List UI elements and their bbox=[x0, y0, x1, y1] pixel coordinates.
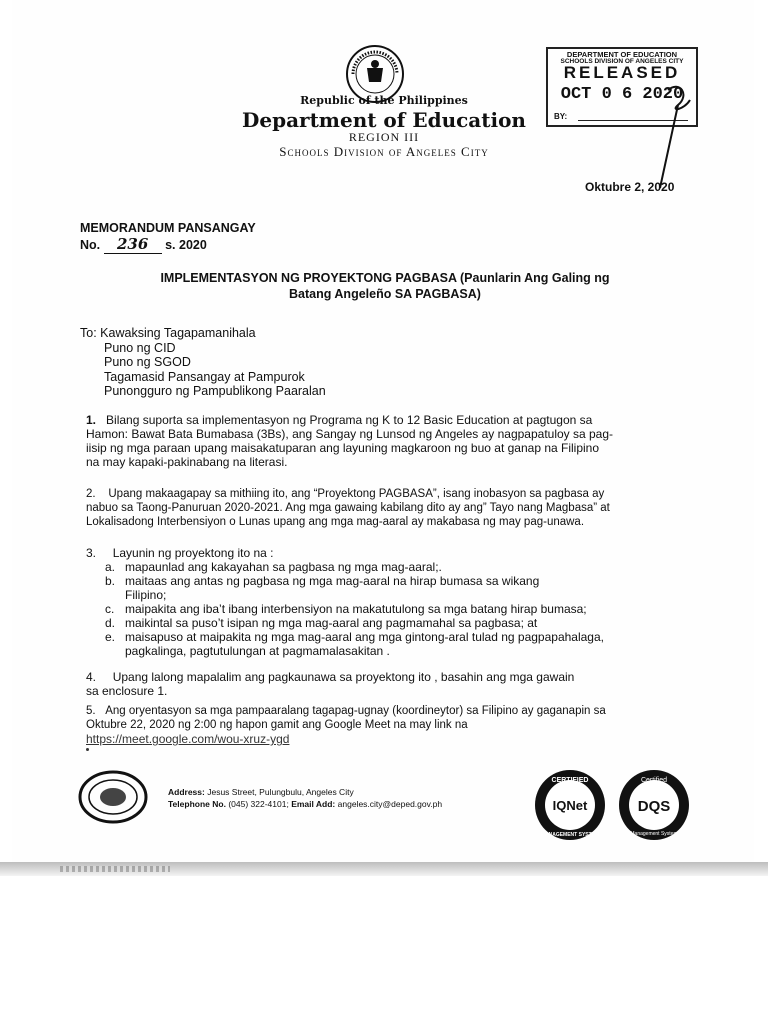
stamp-status: RELEASED bbox=[563, 63, 681, 82]
footer-contact bbox=[168, 786, 442, 810]
header-division: Schools Division of Angeles City bbox=[279, 144, 489, 159]
paragraph-3 bbox=[86, 546, 666, 560]
paragraph-number: 4. bbox=[86, 670, 97, 684]
stray-dot bbox=[86, 748, 89, 751]
meet-link[interactable]: https://meet.google.com/wou-xruz-ygd bbox=[86, 732, 290, 746]
objective-item bbox=[105, 616, 675, 630]
objective-text: maitaas ang antas ng pagbasa ng mga mag-aaral na hirap bumasa sa wikang bbox=[125, 574, 540, 588]
scan-smudge bbox=[60, 866, 170, 872]
subject-line1: IMPLEMENTASYON NG PROYEKTONG PAGBASA (Paunlarin Ang Galing ng bbox=[160, 271, 610, 285]
email-value: angeles.city@deped.gov.ph bbox=[337, 799, 443, 809]
phone-value: (045) 322-4101; bbox=[228, 799, 289, 809]
objective-text: maikintal sa puso’t isipan ng mga mag-aaral ang pagmamahal sa pagbasa; at bbox=[125, 616, 538, 630]
recipient: Kawaksing Tagapamanihala bbox=[100, 326, 256, 340]
paragraph-line: Bilang suporta sa implementasyon ng Programa ng K to 12 Basic Education at pagtugon sa bbox=[106, 413, 593, 427]
handwritten-signature bbox=[620, 70, 700, 190]
objective-letter: b. bbox=[105, 574, 116, 588]
stamp-by-label: BY: bbox=[554, 112, 568, 121]
paragraph-4 bbox=[86, 670, 666, 698]
dqs-certified-logo-icon bbox=[617, 768, 691, 842]
paragraph-number: 2. bbox=[86, 488, 96, 500]
memo-subject bbox=[100, 270, 670, 302]
to-label: To: bbox=[80, 326, 97, 340]
paragraph-line: Upang lalong mapalalim ang pagkaunawa sa proyektong ito , basahin ang mga gawain bbox=[112, 670, 575, 684]
email-label: Email Add: bbox=[291, 799, 336, 809]
memo-no-label: No. bbox=[80, 238, 101, 252]
logo2-top-text: Certified bbox=[640, 777, 668, 784]
objective-text: mapaunlad ang kakayahan sa pagbasa ng mga mag-aaral;. bbox=[125, 560, 442, 574]
paragraph-5 bbox=[86, 704, 666, 732]
memo-date: Oktubre 2, 2020 bbox=[585, 180, 675, 194]
objective-item bbox=[105, 574, 675, 602]
recipient: Punongguro ng Pampublikong Paaralan bbox=[104, 384, 326, 398]
logo2-bottom-text: Management System bbox=[630, 831, 678, 837]
paragraph-line: Upang makaagapay sa mithiing ito, ang “Proyektong PAGBASA”, isang inobasyon sa pagbasa ay bbox=[108, 488, 605, 500]
paragraph-1 bbox=[86, 413, 666, 469]
address-value: Jesus Street, Pulungbulu, Angeles City bbox=[207, 787, 354, 797]
logo1-top-text: CERTIFIED bbox=[551, 777, 589, 784]
header-department: Department of Education bbox=[242, 108, 526, 132]
objective-item bbox=[105, 560, 675, 574]
memo-series: s. 2020 bbox=[165, 238, 207, 252]
recipient: Puno ng CID bbox=[104, 340, 176, 355]
paragraph-number: 5. bbox=[86, 705, 96, 717]
objective-item bbox=[105, 602, 675, 616]
objective-text: Filipino; bbox=[125, 588, 167, 602]
paragraph-line: Hamon: Bawat Bata Bumabasa (3Bs), ang Sangay ng Lunsod ng Angeles ay nagpapatuloy sa pag- bbox=[86, 427, 614, 441]
header-region: REGION III bbox=[348, 130, 420, 144]
header-republic: Republic of the Philippines bbox=[300, 94, 468, 107]
logo1-mid-text: IQNet bbox=[552, 798, 588, 813]
objective-letter: c. bbox=[105, 602, 115, 616]
stamp-date: OCT 0 6 2020 bbox=[560, 85, 684, 104]
paragraph-2 bbox=[86, 487, 666, 529]
objective-letter: e. bbox=[105, 630, 116, 644]
paragraph-line: na may kapaki-pakinabang na literasi. bbox=[86, 455, 288, 469]
subject-line2: Batang Angeleño SA PAGBASA) bbox=[289, 287, 481, 301]
recipients bbox=[80, 326, 326, 399]
objective-letter: d. bbox=[105, 616, 116, 630]
iqnet-certified-logo-icon bbox=[533, 768, 607, 842]
logo1-bottom-text: MANAGEMENT SYSTEM bbox=[540, 832, 600, 838]
objective-item bbox=[105, 630, 675, 658]
paragraph-number: 1. bbox=[86, 413, 97, 427]
stamp-line1: DEPARTMENT OF EDUCATION bbox=[566, 50, 678, 59]
paragraph-line: Oktubre 22, 2020 ng 2:00 ng hapon gamit ang Google Meet na may link na bbox=[86, 719, 468, 731]
objective-text: maipakita ang iba’t ibang interbensiyon na makatutulong sa mga batang hirap bumasa; bbox=[125, 602, 587, 616]
objectives-list bbox=[105, 560, 675, 658]
memo-type: MEMORANDUM PANSANGAY bbox=[80, 221, 256, 235]
paragraph-line: iisip ng mga paraan upang maisakatuparan ang layuning magkaroon ng buo at ganap na Filipino bbox=[86, 441, 600, 455]
recipient: Puno ng SGOD bbox=[104, 355, 191, 369]
paragraph-line: nabuo sa Taong-Panuruan 2020-2021. Ang mga gawaing kabilang dito ay ang” Tayo nang Magbasa” at bbox=[86, 502, 610, 514]
address-label: Address: bbox=[168, 787, 205, 797]
objective-text: maisapuso at maipakita ng mga mag-aaral ang mga gintong-aral tulad ng pagpapahalaga, bbox=[125, 630, 604, 644]
logo2-mid-text: DQS bbox=[637, 798, 671, 815]
memo-number-line bbox=[80, 235, 207, 254]
memo-number: 236 bbox=[104, 235, 162, 254]
paragraph-line: sa enclosure 1. bbox=[86, 684, 168, 698]
paragraph-line: Lokalisadong Interbensiyon o Lunas upang ang mga mag-aaral ay makabasa ng may pag-unawa. bbox=[86, 516, 585, 528]
objective-letter: a. bbox=[105, 560, 116, 574]
paragraph-line: Ang oryentasyon sa mga pampaaralang tagapag-ugnay (koordineytor) sa Filipino ay gaganapin sa bbox=[105, 705, 606, 717]
division-seal-icon bbox=[78, 770, 148, 824]
paragraph-number: 3. bbox=[86, 546, 97, 560]
recipient: Tagamasid Pansangay at Pampurok bbox=[104, 369, 305, 384]
stamp-line2: SCHOOLS DIVISION OF ANGELES CITY bbox=[560, 58, 684, 65]
objective-text: pagkalinga, pagtutulungan at pagmamalasakitan . bbox=[125, 644, 390, 658]
phone-label: Telephone No. bbox=[168, 799, 226, 809]
objectives-intro: Layunin ng proyektong ito na : bbox=[112, 546, 274, 560]
